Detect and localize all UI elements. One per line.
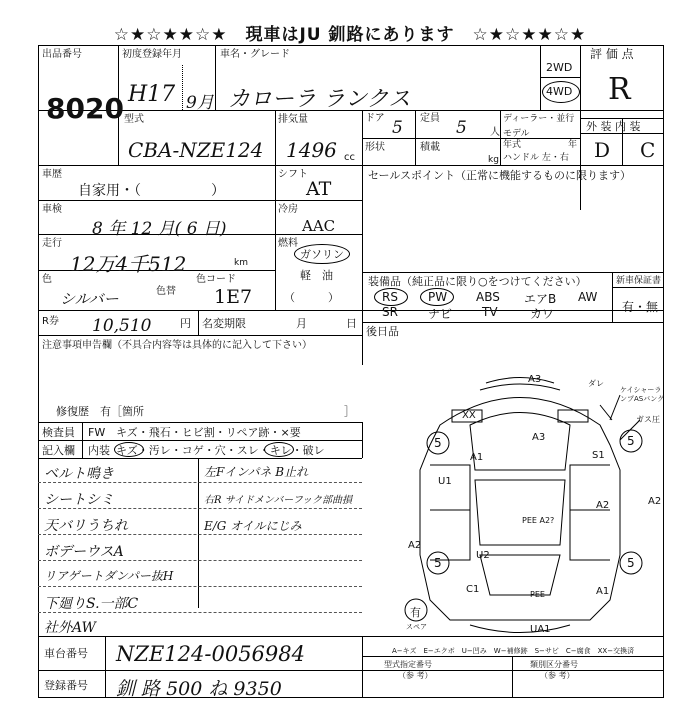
inspector-label: 検査員	[42, 426, 75, 439]
note-right-1: 左Fインパネ B止れ	[204, 465, 309, 479]
mark-wheel-rl: 5	[434, 556, 442, 570]
aircon-value: AAC	[302, 217, 336, 235]
warranty-value: 有・無	[622, 300, 659, 314]
person-label: 人	[490, 127, 500, 138]
model-label: 型式	[124, 114, 144, 125]
note-line-7: 社外AW	[44, 620, 96, 636]
mark-s1: S1	[592, 450, 605, 461]
car-front-bumper	[480, 384, 560, 390]
type-no-ref: （参 考）	[398, 671, 433, 680]
car-body-outline	[420, 398, 620, 621]
displacement-label: 排気量	[278, 114, 308, 125]
car-hood	[470, 413, 570, 471]
class-no-ref: （参 考）	[540, 671, 575, 680]
banner: ☆★☆★★☆★ 現車はJU 釧路にあります ☆★☆★★☆★	[113, 25, 587, 45]
reg-month: 9月	[186, 93, 214, 113]
color-value: シルバー	[60, 290, 119, 308]
shape-label: 形状	[365, 142, 385, 153]
interior-grade: C	[640, 138, 656, 162]
mark-a2-r1: A2	[596, 500, 610, 511]
note-line-4: ボデーウスA	[44, 544, 124, 560]
color-change-label: 色替	[156, 286, 176, 297]
record-interior: 内装	[88, 444, 110, 457]
capacity-label: 定員	[420, 113, 440, 124]
equip-abs: ABS	[476, 290, 500, 304]
inspector-fw: FW	[88, 426, 106, 439]
year-unit: 年	[568, 140, 578, 150]
equipment-label: 装備品（純正品に限り○をつけてください）	[368, 275, 587, 288]
mark-note-ma: ダレ	[588, 379, 604, 388]
mark-u1: U1	[438, 476, 452, 487]
day-label: 日	[346, 317, 357, 330]
sales-point-label: セールスポイント（正常に機能するものに限ります）	[368, 169, 632, 182]
mark-ua1: UA1	[530, 624, 551, 635]
mark-a1-rl: A1	[596, 586, 610, 597]
equip-airbag: エアB	[524, 292, 557, 306]
r-ticket-label: R券	[42, 316, 59, 327]
delivery-label: 後日品	[366, 325, 399, 338]
color-code-value: 1E7	[214, 286, 253, 308]
car-name: カローラ ランクス	[228, 87, 411, 112]
title-change-label: 名変期限	[202, 317, 246, 330]
aircon-label: 冷房	[278, 204, 298, 215]
mark-a2-r2: A2	[648, 496, 662, 507]
note-line-2: シートシミ	[44, 492, 114, 508]
mark-pee-1: PEE A2?	[522, 516, 555, 525]
yen-label: 円	[180, 317, 191, 330]
note-line-5: リアゲートダンパー抜H	[44, 569, 174, 583]
score-label: 評 価 点	[590, 47, 634, 61]
equip-rs: RS	[382, 290, 398, 304]
equip-sr: SR	[382, 305, 398, 319]
dealer-label: ディーラー・並行	[503, 114, 575, 124]
mark-pee-2: PEE	[530, 590, 545, 599]
handle-label: ハンドル 左・右	[503, 153, 569, 163]
ext-int-label: 外 装 内 装	[586, 120, 641, 133]
usage-value: 自家用・（ ）	[78, 183, 225, 199]
inspection-value: 8 年 12 月( 6 日)	[92, 219, 227, 239]
legend: A−キズ E−エクボ U−凹み W−補修跡 S−サビ C−腐食 XX−交換済	[392, 647, 635, 655]
mark-wheel-fr: 5	[627, 434, 635, 448]
mileage-value: 12万4千512	[70, 252, 187, 276]
load-label: 積載	[420, 142, 440, 153]
equip-navi: ナビ	[428, 307, 453, 321]
doors-value: 5	[392, 118, 403, 138]
model-year-label: モデル	[503, 129, 530, 139]
mark-note-gas: ガス圧	[636, 415, 660, 424]
mark-wheel-fl: 5	[434, 436, 442, 450]
mark-spare: 有	[410, 606, 421, 619]
equip-aw: AW	[578, 290, 598, 304]
cc-label: cc	[344, 152, 355, 163]
shift-value: AT	[306, 178, 332, 200]
fuel-other: （ ）	[284, 291, 339, 304]
inspection-label: 車検	[42, 204, 62, 215]
mark-a1-left: A1	[470, 452, 484, 463]
note-right-3: E/G オイルにじみ	[204, 519, 302, 533]
reg-no-value: 釧 路 500 ね 9350	[116, 678, 282, 700]
reg-year: H17	[128, 82, 176, 107]
doors-label: ドア	[365, 113, 385, 124]
record-items: キズ・汚レ・コゲ・穴・スレ・キレ・破レ	[116, 444, 325, 457]
mark-note-cooler: ケイシャーランプASバング	[620, 386, 665, 403]
mileage-label: 走行	[42, 238, 62, 249]
mark-xx: XX	[462, 410, 476, 421]
warranty-label: 新車保証書	[616, 276, 662, 286]
drive-2wd: 2WD	[546, 61, 573, 74]
lot-no-value: 8020	[46, 92, 124, 125]
displacement-value: 1496	[286, 138, 337, 162]
mark-a3-mid: A3	[532, 432, 546, 443]
type-no-label: 型式指定番号	[384, 660, 432, 669]
mark-c1: C1	[466, 584, 480, 595]
car-rear-bumper	[470, 625, 570, 633]
drive-4wd: 4WD	[546, 85, 573, 98]
month-label: 月	[296, 317, 307, 330]
mark-a3-top: A3	[528, 374, 542, 385]
car-name-label: 車名・グレード	[220, 49, 290, 60]
km-label: km	[234, 258, 248, 268]
notes-label: 注意事項申告欄（不具合内容等は具体的に記入して下さい）	[42, 340, 312, 351]
note-line-6: 下廻りS.一部C	[44, 596, 139, 612]
mark-spare-label: スペア	[406, 623, 427, 631]
model-year-label-2: 年式	[503, 140, 522, 150]
mark-u2: U2	[476, 550, 490, 561]
note-line-3: 天バリうちれ	[44, 518, 128, 534]
equip-leather: カワ	[530, 307, 555, 321]
capacity-value: 5	[456, 118, 467, 138]
fuel-label: 燃料	[278, 238, 298, 249]
repair-end: ］	[344, 405, 355, 418]
car-roof	[475, 480, 565, 545]
record-label: 記入欄	[42, 444, 75, 457]
color-code-label: 色コード	[196, 274, 236, 285]
usage-label: 車歴	[42, 169, 62, 180]
chassis-no-value: NZE124-0056984	[116, 642, 305, 666]
repair-label: 修復歴 有［箇所	[56, 405, 144, 418]
reg-no-label: 登録番号	[44, 679, 88, 692]
exterior-grade: D	[594, 138, 611, 162]
score-value: R	[608, 72, 631, 107]
equip-tv: TV	[482, 305, 498, 319]
mark-wheel-rr: 5	[627, 556, 635, 570]
kg-label: kg	[488, 155, 499, 165]
color-label: 色	[42, 274, 52, 285]
mark-a2-left: A2	[408, 540, 422, 551]
car-rear-window	[480, 555, 560, 595]
shift-label: シフト	[278, 169, 308, 180]
fuel-gas: ガソリン	[300, 248, 344, 261]
first-reg-label: 初度登録年月	[122, 49, 182, 60]
note-line-1: ベルト鳴き	[44, 466, 114, 482]
lot-no-label: 出品番号	[42, 49, 82, 60]
inspector-items: キズ・飛石・ヒビ割・リペア跡・×要	[116, 426, 301, 439]
equip-pw: PW	[428, 290, 448, 304]
r-ticket-value: 10,510	[92, 316, 152, 336]
class-no-label: 類別区分番号	[530, 660, 578, 669]
fuel-diesel: 軽 油	[300, 269, 333, 282]
car-right-side	[570, 465, 610, 560]
model-value: CBA-NZE124	[128, 138, 264, 162]
note-right-2: 右R サイドメンバーフック部曲損	[204, 495, 353, 506]
chassis-no-label: 車台番号	[44, 647, 88, 660]
